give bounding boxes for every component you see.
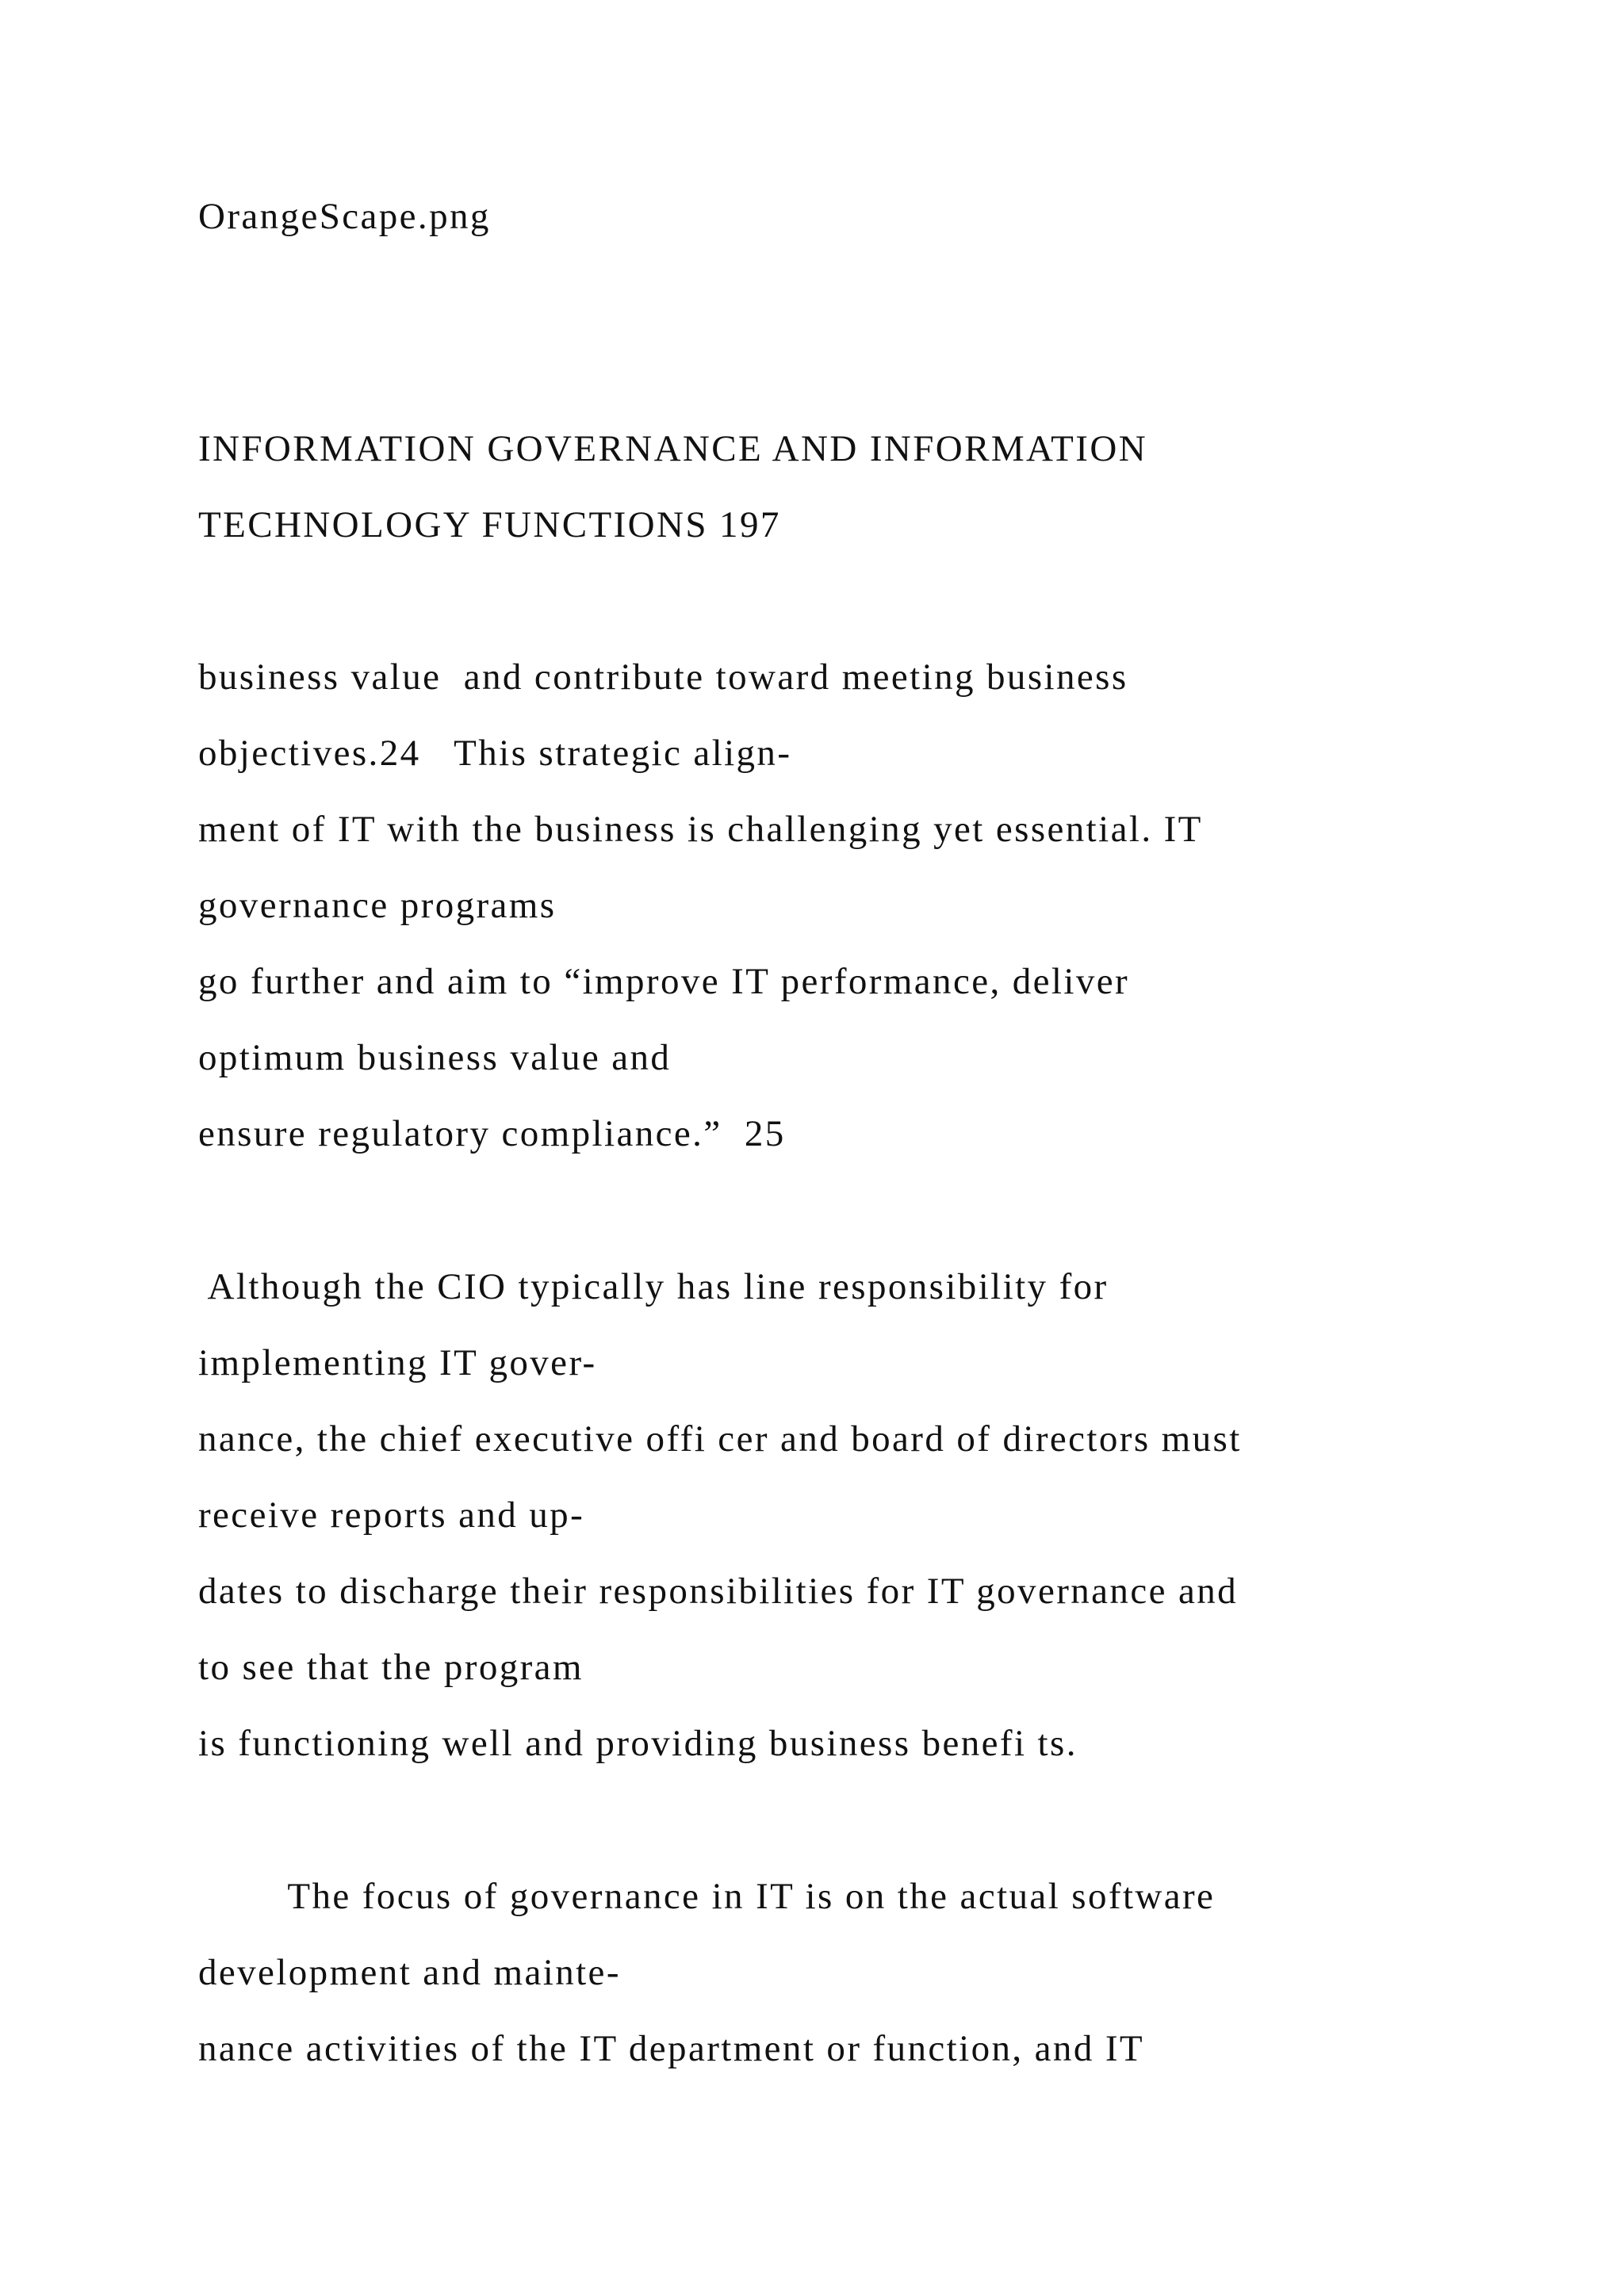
paragraph-1-line-5: go further and aim to “improve IT performance, deliver (198, 961, 1130, 1002)
paragraph-2-line-6: to see that the program (198, 1647, 584, 1688)
heading-line-1: INFORMATION GOVERNANCE AND INFORMATION (198, 428, 1148, 469)
paragraph-1-line-3: ment of IT with the business is challenging yet essential. IT (198, 809, 1203, 850)
paragraph-3-line-1: The focus of governance in IT is on the actual software (198, 1876, 1216, 1917)
paragraph-1-line-1: business value and contribute toward meeting business (198, 656, 1128, 698)
paragraph-2-line-1: Although the CIO typically has line responsibility for (198, 1266, 1109, 1307)
paragraph-2-line-7: is functioning well and providing business benefi ts. (198, 1723, 1078, 1764)
paragraph-1-line-6: optimum business value and (198, 1037, 672, 1078)
paragraph-2-line-3: nance, the chief executive offi cer and board of directors must (198, 1418, 1242, 1460)
paragraph-1-line-2: objectives.24 This strategic align- (198, 733, 792, 774)
paragraph-1-line-7: ensure regulatory compliance.” 25 (198, 1113, 786, 1154)
paragraph-2-line-2: implementing IT gover- (198, 1342, 597, 1383)
heading-line-2: TECHNOLOGY FUNCTIONS 197 (198, 504, 781, 545)
paragraph-2-line-5: dates to discharge their responsibilities for IT governance and (198, 1571, 1239, 1612)
paragraph-2-line-4: receive reports and up- (198, 1494, 585, 1536)
paragraph-1-line-4: governance programs (198, 885, 557, 926)
paragraph-3-line-2: development and mainte- (198, 1952, 621, 1993)
file-name: OrangeScape.png (198, 196, 491, 237)
paragraph-3-line-3: nance activities of the IT department or function, and IT (198, 2028, 1145, 2069)
